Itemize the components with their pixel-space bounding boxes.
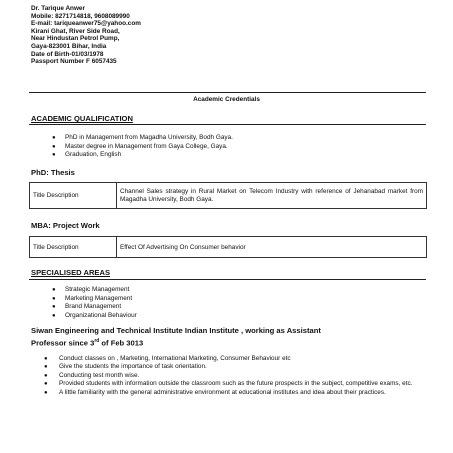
- bullet-icon: ●: [44, 364, 48, 371]
- phd-title-label: Title Description: [30, 183, 117, 209]
- experience-heading-line-1: Siwan Engineering and Technical Institute Indian Institute , working as Assistant: [31, 326, 321, 335]
- mba-title-label: Title Description: [30, 237, 117, 258]
- bullet-icon: ●: [44, 356, 48, 362]
- bullet-icon: ●: [52, 135, 56, 141]
- address-line-2: Near Hindustan Petrol Pump,: [31, 35, 120, 43]
- mba-title-description: Effect Of Advertising On Consumer behavior: [117, 237, 427, 258]
- bullet-icon: ●: [52, 304, 56, 311]
- bullet-icon: ●: [52, 143, 56, 150]
- academic-divider: [29, 124, 426, 125]
- academic-credentials-title: Academic Credentials: [193, 96, 260, 103]
- bullet-icon: ●: [44, 389, 48, 396]
- list-item: ● Marketing Management: [52, 294, 133, 302]
- address-line-3: Gaya-823001 Bihar, India: [31, 42, 107, 50]
- list-item: ● Organizational Behaviour: [52, 311, 137, 319]
- academic-qualification-heading: ACADEMIC QUALIFICATION: [31, 114, 133, 123]
- candidate-name: Dr. Tarique Anwer: [31, 5, 85, 12]
- academic-list: [52, 134, 233, 160]
- experience-heading-line-2: Professor since 3rd of Feb 3013: [31, 338, 144, 348]
- address-line-1: Kirani Ghat, River Side Road,: [31, 27, 120, 35]
- mba-project-heading: MBA: Project Work: [31, 221, 100, 230]
- experience-heading: [31, 326, 431, 349]
- phd-thesis-heading: PhD: Thesis: [31, 168, 75, 177]
- list-item: ● Master degree in Management from Gaya College, Gaya.: [52, 142, 228, 150]
- experience-list: [44, 355, 434, 397]
- passport-number: Passport Number F 6057435: [31, 58, 117, 66]
- phd-thesis-table: [29, 182, 427, 209]
- list-item: ● A little familiarity with the general administrative environment at educational institutes and idea about their practices.: [44, 388, 386, 396]
- bullet-icon: ●: [52, 295, 56, 302]
- specialised-divider: [29, 279, 426, 280]
- mba-project-table: [29, 236, 427, 258]
- header-divider: [29, 92, 426, 93]
- list-item: ● Conduct classes on , Marketing, International Marketing, Consumer Behaviour etc: [44, 355, 291, 362]
- email-line: E-mail: tariqueanwer75@yahoo.com: [31, 20, 141, 28]
- bullet-icon: ●: [52, 312, 56, 319]
- bullet-icon: ●: [44, 381, 48, 388]
- list-item: ● Conducting test month wise.: [44, 371, 140, 379]
- list-item: ● Provided students with information outside the classroom such as the future prospects in the subject, competitive exams, etc.: [44, 380, 413, 388]
- list-item: ● Strategic Management: [52, 286, 130, 293]
- specialised-areas-heading: SPECIALISED AREAS: [31, 268, 111, 277]
- list-item: ● Brand Management: [52, 303, 122, 311]
- contact-header: [31, 5, 141, 66]
- list-item: ● Give the students the importance of task orientation.: [44, 363, 207, 371]
- list-item: ● Graduation, English: [52, 151, 122, 159]
- date-of-birth: Date of Birth-01/03/1978: [31, 50, 104, 58]
- phd-title-description: Channel Sales strategy in Rural Market on Telecom Industry with reference of Jehanabad market from Magadha University, Bodh Gaya.: [117, 183, 427, 209]
- specialised-list: [52, 286, 137, 320]
- mobile-line: Mobile: 8271714818, 9608089990: [31, 12, 130, 20]
- bullet-icon: ●: [52, 287, 56, 293]
- list-item: ● PhD in Management from Magadha University, Bodh Gaya.: [52, 134, 233, 141]
- bullet-icon: ●: [44, 372, 48, 379]
- bullet-icon: ●: [52, 152, 56, 159]
